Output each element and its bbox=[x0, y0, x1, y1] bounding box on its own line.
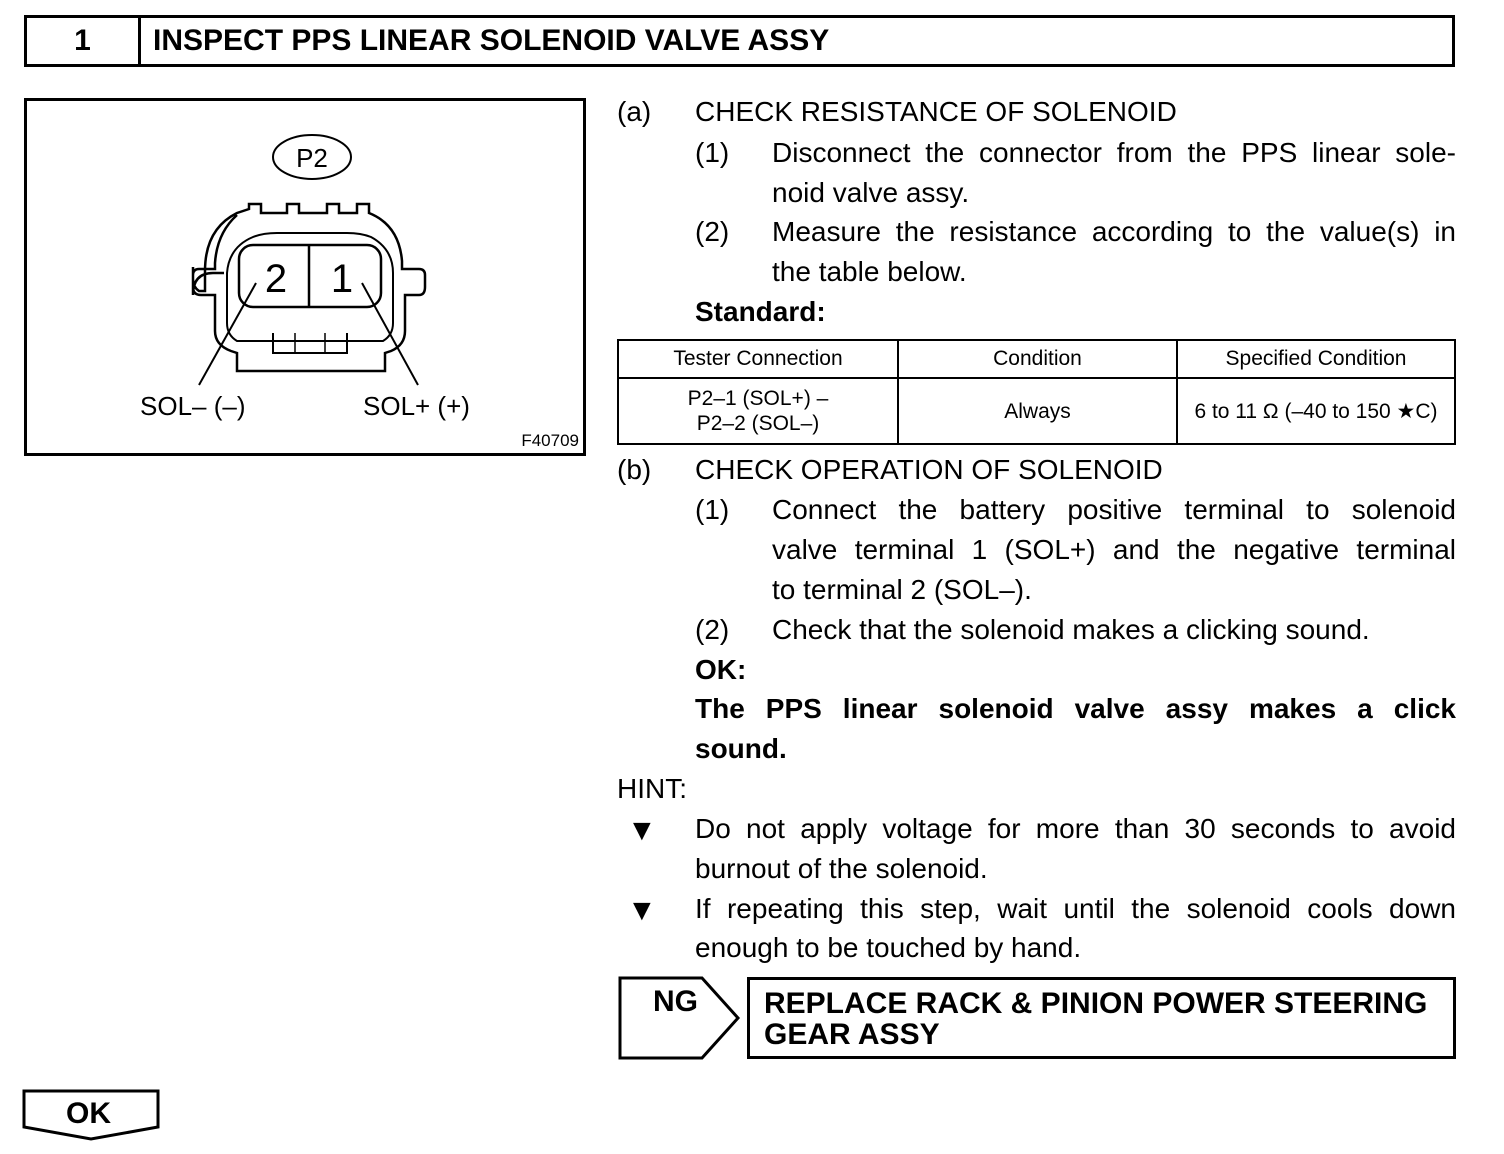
connector-latch bbox=[273, 333, 347, 353]
section-b-step1-line2: valve terminal 1 (SOL+) and the negative terminal bbox=[772, 534, 1456, 565]
label-sol-negative: SOL– (–) bbox=[140, 391, 246, 421]
section-a-marker: (a) bbox=[617, 96, 652, 127]
spec-table-header-specified: Specified Condition bbox=[1177, 340, 1455, 378]
ok-criteria-label: OK: bbox=[695, 654, 747, 685]
section-b-step2-marker: (2) bbox=[695, 614, 730, 645]
spec-cell-connection-line2: P2–2 (SOL–) bbox=[696, 412, 820, 435]
section-a-step2-line2: the table below. bbox=[772, 256, 967, 287]
terminal-2-number: 2 bbox=[264, 257, 288, 301]
spec-cell-connection-line1: P2–1 (SOL+) – bbox=[687, 387, 829, 410]
spec-cell-condition: Always bbox=[898, 378, 1177, 444]
ok-flow-label: OK bbox=[66, 1097, 111, 1130]
spec-table-header-condition: Condition bbox=[898, 340, 1177, 378]
spec-cell-specified: 6 to 11 Ω (–40 to 150 ★C) bbox=[1177, 378, 1455, 444]
hint-item1-line2: burnout of the solenoid. bbox=[695, 853, 988, 884]
label-sol-positive: SOL+ (+) bbox=[363, 391, 470, 421]
step-header bbox=[24, 15, 1455, 67]
hint-item2-line1: If repeating this step, wait until the solenoid cools down bbox=[695, 893, 1456, 924]
hint-bullet-1: ▼ bbox=[627, 814, 657, 847]
ng-action-line2: GEAR ASSY bbox=[764, 1018, 940, 1051]
section-b-step1-marker: (1) bbox=[695, 494, 730, 525]
ng-action-line1: REPLACE RACK & PINION POWER STEERING bbox=[764, 987, 1428, 1020]
ng-action-box bbox=[747, 977, 1456, 1059]
leader-line-sol-positive bbox=[362, 283, 418, 385]
hint-label: HINT: bbox=[617, 773, 687, 804]
hint-bullet-2: ▼ bbox=[627, 894, 657, 927]
section-b-step2-line1: Check that the solenoid makes a clicking sound. bbox=[772, 614, 1370, 645]
step-title: INSPECT PPS LINEAR SOLENOID VALVE ASSY bbox=[153, 24, 830, 57]
section-b-step1-line3: to terminal 2 (SOL–). bbox=[772, 574, 1032, 605]
ok-criteria-line2: sound. bbox=[695, 733, 787, 764]
step-number: 1 bbox=[27, 18, 141, 64]
connector-figure bbox=[24, 98, 586, 456]
table-row bbox=[618, 378, 1455, 444]
hint-item1-line1: Do not apply voltage for more than 30 seconds to avoid bbox=[695, 813, 1456, 844]
ok-criteria-line1: The PPS linear solenoid valve assy makes a click bbox=[695, 693, 1456, 724]
section-a-step1-marker: (1) bbox=[695, 137, 730, 168]
section-a-step2-line1: Measure the resistance according to the value(s) in bbox=[772, 216, 1456, 247]
spec-table-header-connection: Tester Connection bbox=[618, 340, 898, 378]
section-a-heading: CHECK RESISTANCE OF SOLENOID bbox=[695, 96, 1177, 127]
connector-diagram bbox=[27, 101, 583, 453]
terminal-1-number: 1 bbox=[330, 257, 354, 301]
section-b-heading: CHECK OPERATION OF SOLENOID bbox=[695, 454, 1163, 485]
figure-code: F40709 bbox=[521, 431, 579, 450]
section-a-step1-line1: Disconnect the connector from the PPS linear sole- bbox=[772, 137, 1456, 168]
section-a-step2-marker: (2) bbox=[695, 216, 730, 247]
section-b-step1-line1: Connect the battery positive terminal to solenoid bbox=[772, 494, 1456, 525]
section-b-marker: (b) bbox=[617, 454, 652, 485]
hint-item2-line2: enough to be touched by hand. bbox=[695, 932, 1082, 963]
ng-label: NG bbox=[653, 985, 698, 1018]
spec-cell-connection bbox=[618, 378, 898, 444]
connector-id-text: P2 bbox=[296, 143, 328, 173]
section-a-step1-line2: noid valve assy. bbox=[772, 177, 970, 208]
spec-table bbox=[617, 339, 1456, 445]
standard-label: Standard: bbox=[695, 296, 826, 327]
